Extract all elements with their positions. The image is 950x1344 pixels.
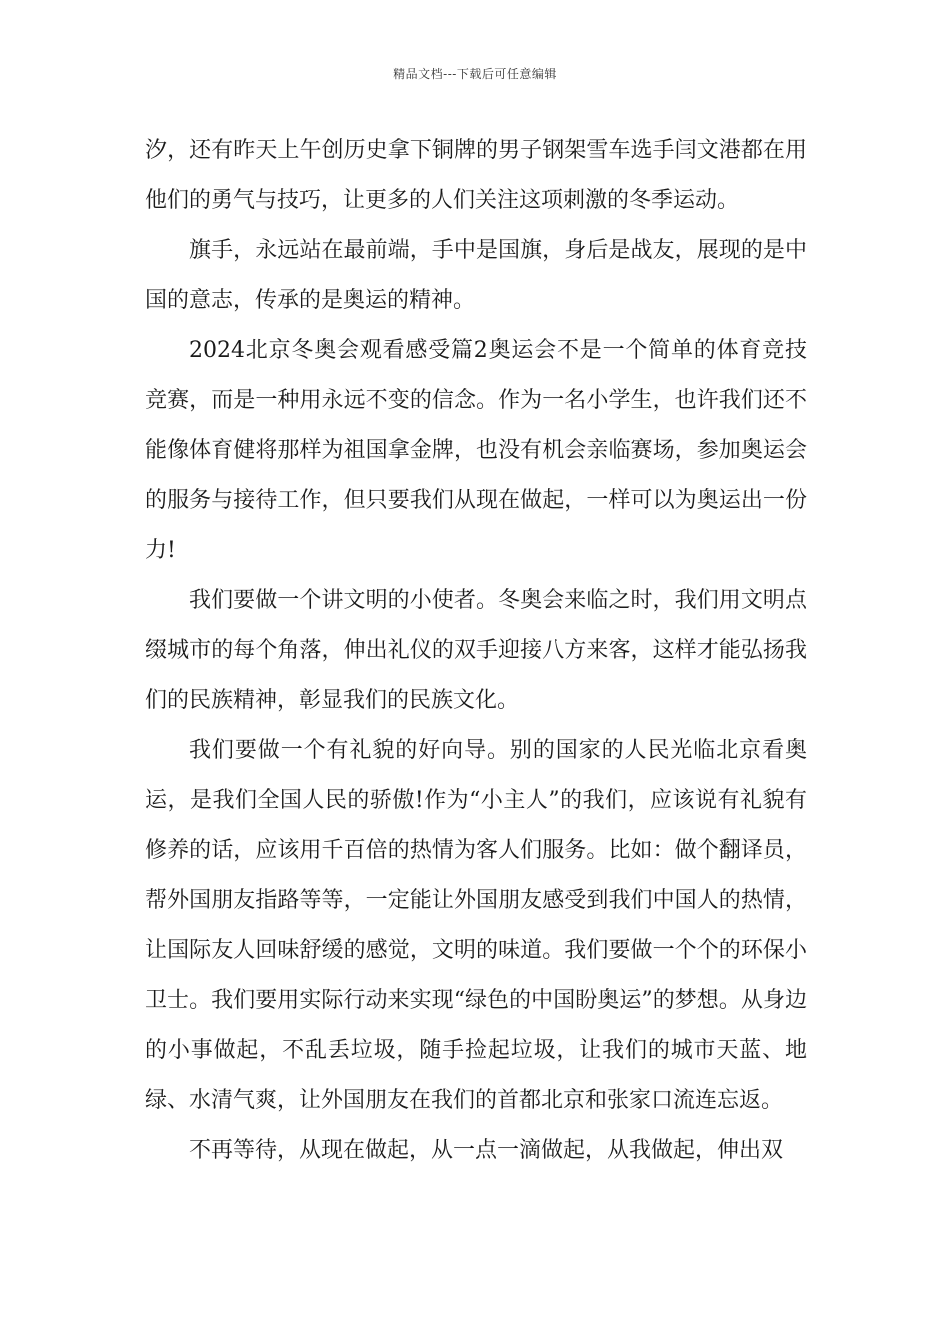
paragraph-polite-guide: 我们要做一个有礼貌的好向导。别的国家的人民光临北京看奥运，是我们全国人民的骄傲!作为“小主人”的我们，应该说有礼貌有修养的话，应该用千百倍的热情为客人们服务。比如：做个翻译员，帮外国朋友指路等等，一定能让外国朋友感受到我们中国人的热情，让国际友人回味舒缓的感觉，文明的味道。我们要做一个个的环保小卫士。我们要用实际行动来实现“绿色的中国盼奥运”的梦想。从身边的小事做起，不乱丢垃圾，随手捡起垃圾，让我们的城市天蓝、地绿、水清气爽，让外国朋友在我们的首都北京和张家口流连忘返。 — [145, 738, 807, 1113]
paragraph-civilized-envoy: 我们要做一个讲文明的小使者。冬奥会来临之时，我们用文明点缀城市的每个角落，伸出礼仪的双手迎接八方来客，这样才能弘扬我们的民族精神，彰显我们的民族文化。 — [145, 588, 807, 713]
paragraph-continuation: 汐，还有昨天上午创历史拿下铜牌的男子钢架雪车选手闫文港都在用他们的勇气与技巧，让更多的人们关注这项刺激的冬季运动。 — [145, 138, 807, 213]
paragraph-start-now: 不再等待，从现在做起，从一点一滴做起，从我做起，伸出双 — [189, 1138, 784, 1163]
document-body — [145, 126, 807, 1176]
page-header: 精品文档---下载后可任意编辑 — [393, 67, 557, 81]
paragraph-olympics-intro: 2024北京冬奥会观看感受篇2奥运会不是一个简单的体育竞技竞赛，而是一种用永远不变的信念。作为一名小学生，也许我们还不能像体育健将那样为祖国拿金牌，也没有机会亲临赛场，参加奥运会的服务与接待工作，但只要我们从现在做起，一样可以为奥运出一份力! — [145, 338, 807, 563]
paragraph-flag-bearer: 旗手，永远站在最前端，手中是国旗，身后是战友，展现的是中国的意志，传承的是奥运的精神。 — [145, 238, 807, 313]
